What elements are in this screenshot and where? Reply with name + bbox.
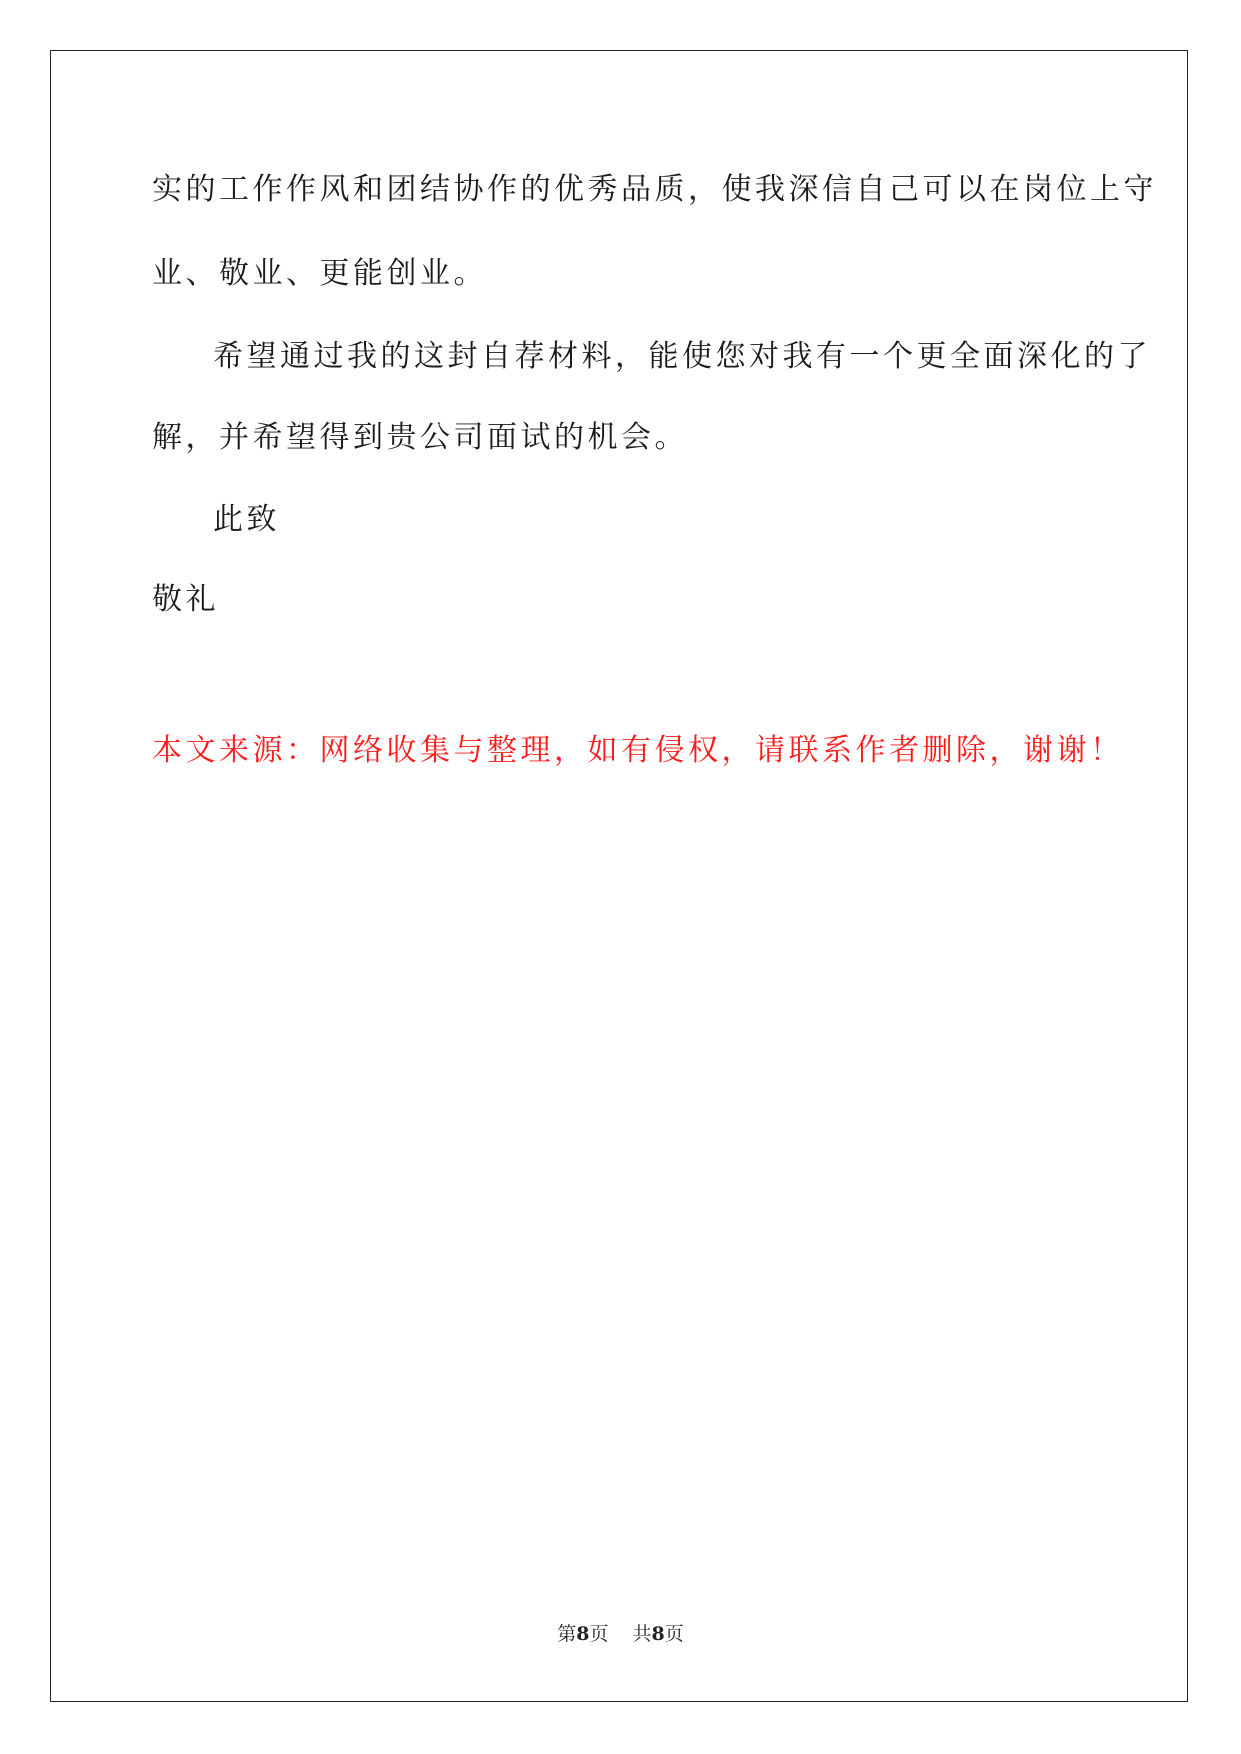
paragraph-line: 业、敬业、更能创业。 xyxy=(152,256,487,291)
closing-regards: 敬礼 xyxy=(152,582,219,617)
page-footer xyxy=(0,1619,1241,1646)
page-suffix: 页 xyxy=(589,1623,609,1645)
total-suffix: 页 xyxy=(664,1623,684,1645)
paragraph-line: 解，并希望得到贵公司面试的机会。 xyxy=(152,420,688,455)
paragraph-line: 希望通过我的这封自荐材料，能使您对我有一个更全面深化的了 xyxy=(213,339,1151,374)
closing-salutation: 此致 xyxy=(213,502,280,537)
total-pages: 8 xyxy=(651,1623,665,1645)
source-disclaimer: 本文来源：网络收集与整理，如有侵权，请联系作者删除，谢谢！ xyxy=(152,733,1124,768)
paragraph-line: 实的工作作风和团结协作的优秀品质，使我深信自己可以在岗位上守 xyxy=(152,172,1157,207)
page-prefix: 第 xyxy=(557,1623,577,1645)
total-prefix: 共 xyxy=(632,1623,652,1645)
page-border xyxy=(50,50,1188,1702)
page-number: 8 xyxy=(576,1623,590,1645)
